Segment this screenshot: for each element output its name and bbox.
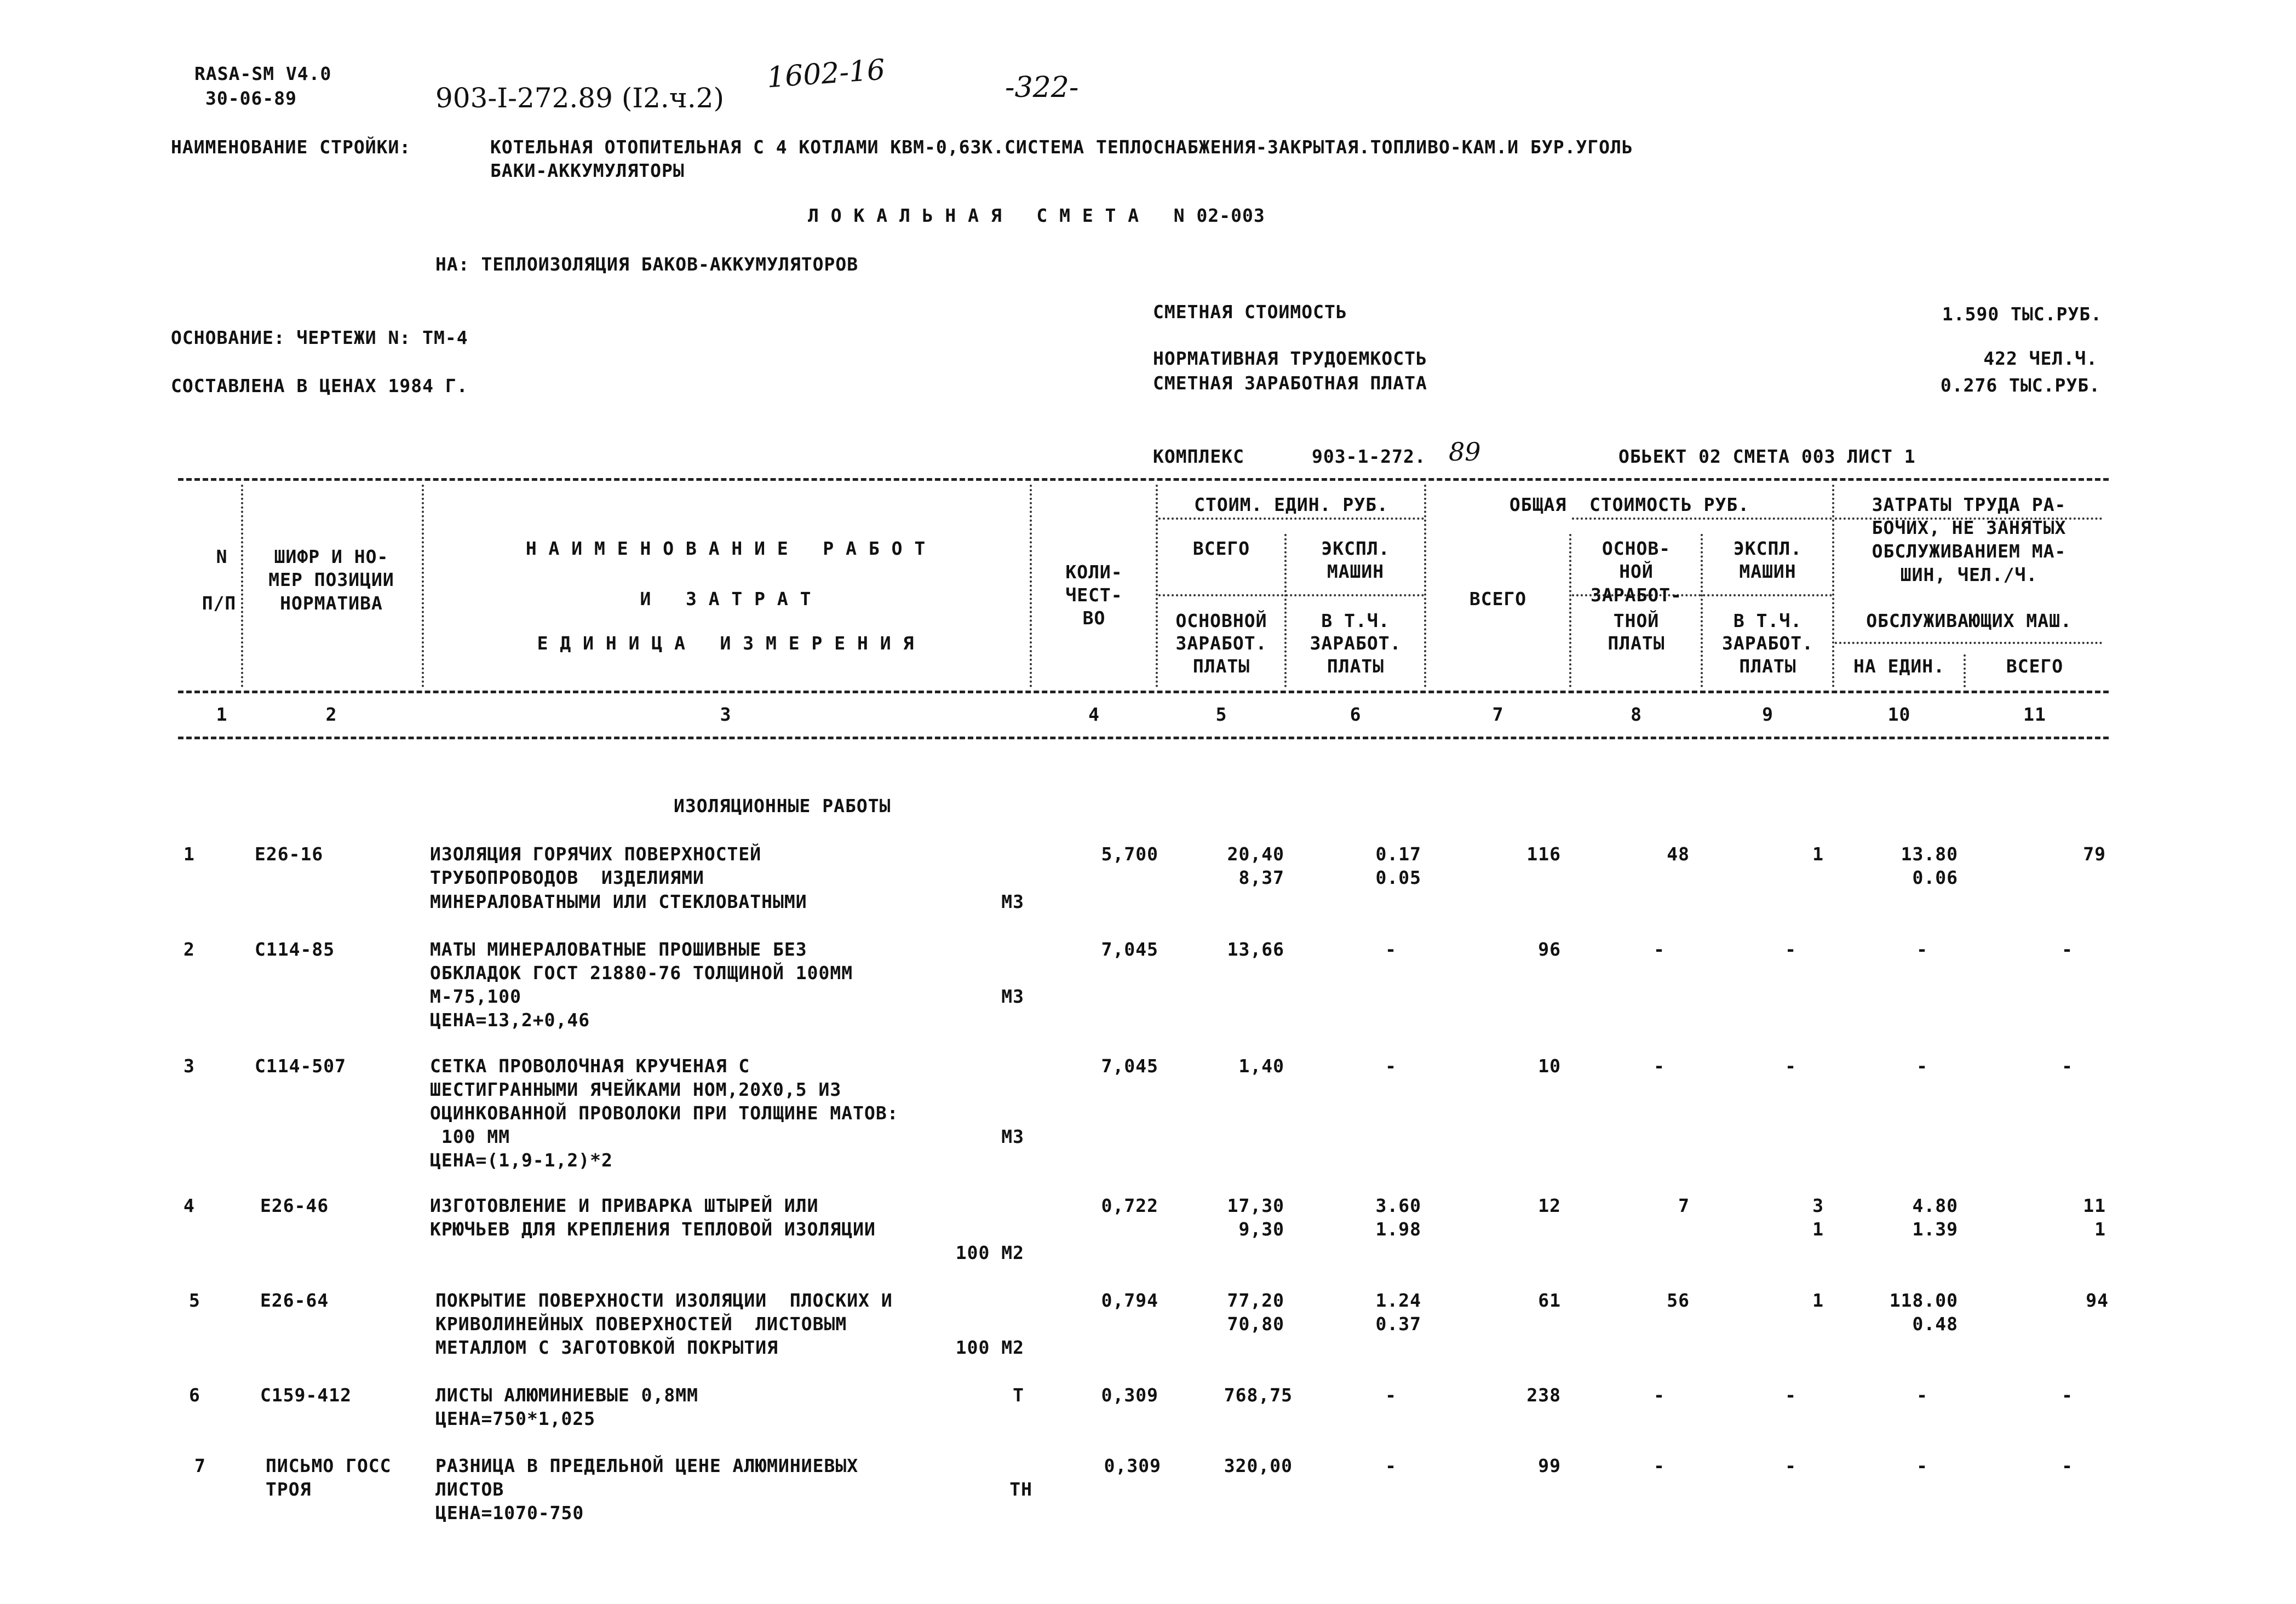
estimate-subject: НА: ТЕПЛОИЗОЛЯЦИЯ БАКОВ-АККУМУЛЯТОРОВ [435, 254, 859, 275]
row-unit: М3 [1001, 986, 1024, 1007]
row-labor-unit: - [1916, 1055, 1928, 1077]
row-machine-cost: - [1385, 1384, 1397, 1406]
row-labor-total: 11 [2083, 1195, 2106, 1216]
row-desc: ЦЕНА=(1,9-1,2)*2 [430, 1149, 613, 1171]
row-labor-unit: 4.80 [1912, 1195, 1958, 1216]
colnum-3: 3 [720, 704, 732, 725]
row-labor-total-mach: 1 [2094, 1218, 2106, 1240]
header-col9-line2: МАШИН [1739, 561, 1796, 582]
header-col3-line2: И З А Т Р А Т [640, 588, 812, 610]
row-desc: КРЮЧЬЕВ ДЛЯ КРЕПЛЕНИЯ ТЕПЛОВОЙ ИЗОЛЯЦИИ [430, 1218, 876, 1240]
page-number: -322- [1005, 71, 1079, 104]
row-total-machine: 1 [1812, 1290, 1824, 1311]
colnum-2: 2 [325, 704, 337, 725]
header-col4-line1: КОЛИ- [1065, 561, 1123, 583]
row-code: ПИСЬМО ГОСС [266, 1455, 392, 1476]
row-qty: 0,794 [1101, 1290, 1158, 1311]
header-labor-line2: БОЧИХ, НЕ ЗАНЯТЫХ [1872, 517, 2067, 538]
row-labor-total: - [2062, 1055, 2073, 1077]
header-col2-line3: НОРМАТИВА [280, 593, 383, 614]
handwritten-ref: 1602-16 [766, 53, 886, 95]
row-total-machine: 1 [1812, 843, 1824, 865]
row-total-machine-wage: 1 [1812, 1218, 1824, 1240]
row-machine-cost: - [1385, 939, 1397, 960]
unit-cost-sub-rule [1158, 594, 1424, 596]
unit-cost-rule [1158, 518, 1424, 520]
object-info: ОБЬЕКТ 02 СМЕТА 003 ЛИСТ 1 [1618, 446, 1916, 467]
header-col8-line4: ТНОЙ [1613, 610, 1660, 631]
row-total: 10 [1538, 1055, 1561, 1077]
construction-label: НАИМЕНОВАНИЕ СТРОЙКИ: [171, 136, 411, 158]
row-unit-wage: 70,80 [1227, 1313, 1284, 1335]
row-labor-unit: 118.00 [1889, 1290, 1958, 1311]
row-unit-wage: 9,30 [1238, 1218, 1284, 1240]
row-desc: МИНЕРАЛОВАТНЫМИ ИЛИ СТЕКЛОВАТНЫМИ [430, 891, 807, 912]
row-machine-wage: 0.05 [1375, 867, 1421, 888]
header-unit-cost: СТОИМ. ЕДИН. РУБ. [1194, 494, 1388, 515]
row-unit: ТН [1009, 1479, 1032, 1500]
row-machine-cost: 0.17 [1375, 843, 1421, 865]
header-col8-line2: НОЙ [1619, 561, 1654, 582]
row-total-machine: - [1785, 1384, 1796, 1406]
row-unit-cost: 768,75 [1224, 1384, 1293, 1406]
row-desc: ЦЕНА=13,2+0,46 [430, 1009, 590, 1031]
row-labor-total: 94 [2086, 1290, 2109, 1311]
row-qty: 0,309 [1104, 1455, 1161, 1476]
row-qty: 0,722 [1101, 1195, 1158, 1216]
total-cost-rule [1572, 518, 1832, 520]
row-desc: МАТЫ МИНЕРАЛОВАТНЫЕ ПРОШИВНЫЕ БЕЗ [430, 939, 807, 960]
row-desc: ЛИСТЫ АЛЮМИНИЕВЫЕ 0,8ММ [435, 1384, 698, 1406]
row-unit-cost: 13,66 [1227, 939, 1284, 960]
labor-intensity-label: НОРМАТИВНАЯ ТРУДОЕМКОСТЬ [1153, 348, 1427, 369]
row-total: 61 [1538, 1290, 1561, 1311]
estimated-cost-label: СМЕТНАЯ СТОИМОСТЬ [1153, 301, 1347, 323]
row-qty: 5,700 [1101, 843, 1158, 865]
row-labor-unit: - [1916, 1384, 1928, 1406]
row-labor-total: 79 [2083, 843, 2106, 865]
colnum-8: 8 [1631, 704, 1642, 725]
row-desc: МЕТАЛЛОМ С ЗАГОТОВКОЙ ПОКРЫТИЯ [435, 1337, 779, 1358]
colnum-7: 7 [1492, 704, 1504, 725]
row-unit: М3 [1001, 891, 1024, 912]
header-col6-line1: ЭКСПЛ. [1321, 538, 1390, 559]
row-code: С159-412 [260, 1384, 352, 1406]
row-total-wage: - [1654, 1455, 1665, 1476]
row-desc: ЦЕНА=1070-750 [435, 1502, 584, 1523]
row-code: С114-507 [255, 1055, 346, 1077]
row-desc: ЦЕНА=750*1,025 [435, 1408, 596, 1429]
row-desc: КРИВОЛИНЕЙНЫХ ПОВЕРХНОСТЕЙ ЛИСТОВЫМ [435, 1313, 847, 1335]
header-total-cost: ОБЩАЯ СТОИМОСТЬ РУБ. [1509, 494, 1750, 515]
row-total-machine: - [1785, 1455, 1796, 1476]
row-total-wage: - [1654, 939, 1665, 960]
row-total-wage: 48 [1667, 843, 1690, 865]
table-header-rule [178, 691, 2109, 693]
row-total: 99 [1538, 1455, 1561, 1476]
row-unit: М3 [1001, 1126, 1024, 1147]
row-desc: СЕТКА ПРОВОЛОЧНАЯ КРУЧЕНАЯ С [430, 1055, 750, 1077]
col-separator [1030, 485, 1032, 687]
row-desc: ШЕСТИГРАННЫМИ ЯЧЕЙКАМИ НОМ,20Х0,5 ИЗ [430, 1079, 842, 1100]
col-separator [1424, 485, 1426, 687]
complex-label: КОМПЛЕКС [1153, 446, 1244, 467]
row-labor-total: - [2062, 1384, 2073, 1406]
row-total-machine: - [1785, 1055, 1796, 1077]
row-unit-cost: 320,00 [1224, 1455, 1293, 1476]
row-machine-cost: 3.60 [1375, 1195, 1421, 1216]
header-labor-line4: ШИН, ЧЕЛ./Ч. [1900, 564, 2038, 585]
col-separator [1701, 534, 1703, 687]
complex-handwritten: 89 [1449, 437, 1481, 467]
header-col3-line3: Е Д И Н И Ц А И З М Е Р Е Н И Я [537, 633, 915, 654]
program-version: RASA-SM V4.0 [194, 63, 332, 84]
header-labor-line3: ОБСЛУЖИВАНИЕМ МА- [1872, 541, 2067, 562]
row-labor-unit: - [1916, 1455, 1928, 1476]
colnum-9: 9 [1762, 704, 1773, 725]
header-col1-pp: П/П [202, 593, 237, 614]
print-date: 30-06-89 [205, 88, 297, 109]
header-col4-line2: ЧЕСТ- [1065, 584, 1123, 606]
header-col5-line4: ПЛАТЫ [1192, 656, 1250, 677]
row-unit-cost: 17,30 [1227, 1195, 1284, 1216]
row-labor-unit: - [1916, 939, 1928, 960]
header-col3-line1: Н А И М Е Н О В А Н И Е Р А Б О Т [525, 538, 926, 559]
row-labor-unit-mach: 0.06 [1912, 867, 1958, 888]
row-machine-wage: 1.98 [1375, 1218, 1421, 1240]
table-numbers-rule [178, 737, 2109, 739]
row-unit-cost: 77,20 [1227, 1290, 1284, 1311]
row-desc: ИЗОЛЯЦИЯ ГОРЯЧИХ ПОВЕРХНОСТЕЙ [430, 843, 762, 865]
row-desc: М-75,100 [430, 986, 521, 1007]
row-unit-cost: 20,40 [1227, 843, 1284, 865]
col-separator [1832, 485, 1834, 687]
row-desc: ПОКРЫТИЕ ПОВЕРХНОСТИ ИЗОЛЯЦИИ ПЛОСКИХ И [435, 1290, 893, 1311]
document-title: Л О К А Л Ь Н А Я С М Е Т А N 02-003 [808, 205, 1265, 226]
row-total: 238 [1526, 1384, 1561, 1406]
colnum-1: 1 [216, 704, 228, 725]
header-col2-line1: ШИФР И НО- [274, 546, 389, 567]
row-qty: 0,309 [1101, 1384, 1158, 1406]
colnum-4: 4 [1088, 704, 1100, 725]
row-unit: Т [1013, 1384, 1024, 1406]
header-labor-line5: ОБСЛУЖИВАЮЩИХ МАШ. [1866, 610, 2072, 631]
col-separator [241, 485, 243, 687]
row-code: Е26-46 [260, 1195, 329, 1216]
row-unit: 100 М2 [955, 1337, 1024, 1358]
row-labor-total: - [2062, 939, 2073, 960]
row-code-cont: ТРОЯ [266, 1479, 312, 1500]
row-total: 116 [1526, 843, 1561, 865]
header-col7: ВСЕГО [1469, 588, 1527, 610]
header-col4-line3: ВО [1082, 607, 1106, 629]
header-col6-line2: МАШИН [1327, 561, 1385, 582]
header-labor-line1: ЗАТРАТЫ ТРУДА РА- [1872, 494, 2067, 515]
row-labor-total: - [2062, 1455, 2073, 1476]
header-col9-line3: В Т.Ч. [1733, 610, 1803, 631]
row-code: Е26-16 [255, 843, 324, 865]
header-col5-line3: ЗАРАБОТ. [1175, 633, 1267, 654]
labor-intensity-value: 422 ЧЕЛ.Ч. [1983, 348, 2098, 369]
row-qty: 7,045 [1101, 1055, 1158, 1077]
row-unit-wage: 8,37 [1238, 867, 1284, 888]
header-col5-line1: ВСЕГО [1192, 538, 1250, 559]
header-col9-line5: ПЛАТЫ [1739, 656, 1796, 677]
colnum-5: 5 [1215, 704, 1227, 725]
complex-code: 903-1-272. [1312, 446, 1426, 467]
col-separator [1964, 654, 1966, 687]
header-col8-line3: ЗАРАБОТ- [1591, 584, 1682, 606]
labor-sub-rule [1835, 642, 2102, 644]
row-number: 6 [189, 1384, 200, 1406]
row-total-wage: 7 [1678, 1195, 1690, 1216]
header-col6-line4: ЗАРАБОТ. [1310, 633, 1402, 654]
row-unit-cost: 1,40 [1238, 1055, 1284, 1077]
row-total: 12 [1538, 1195, 1561, 1216]
wage-fund-value: 0.276 ТЫС.РУБ. [1940, 375, 2100, 396]
row-desc: ЛИСТОВ [435, 1479, 504, 1500]
header-col8-line1: ОСНОВ- [1602, 538, 1671, 559]
row-desc: 100 ММ [430, 1126, 510, 1147]
header-col5-line2: ОСНОВНОЙ [1175, 610, 1267, 631]
row-labor-unit-mach: 0.48 [1912, 1313, 1958, 1335]
row-number: 5 [189, 1290, 200, 1311]
row-number: 7 [194, 1455, 206, 1476]
colnum-6: 6 [1350, 704, 1362, 725]
estimated-cost-value: 1.590 ТЫС.РУБ. [1942, 303, 2102, 325]
row-machine-cost: - [1385, 1455, 1397, 1476]
row-machine-cost: - [1385, 1055, 1397, 1077]
row-total-machine: - [1785, 939, 1796, 960]
row-code: С114-85 [255, 939, 335, 960]
row-labor-unit: 13.80 [1901, 843, 1958, 865]
project-code: 903-I-272.89 (I2.ч.2) [435, 82, 725, 114]
row-total-machine: 3 [1812, 1195, 1824, 1216]
row-labor-unit-mach: 1.39 [1912, 1218, 1958, 1240]
construction-line-2: БАКИ-АККУМУЛЯТОРЫ [490, 160, 685, 181]
header-col6-line3: В Т.Ч. [1321, 610, 1390, 631]
row-desc: ИЗГОТОВЛЕНИЕ И ПРИВАРКА ШТЫРЕЙ ИЛИ [430, 1195, 819, 1216]
header-col2-line2: МЕР ПОЗИЦИИ [268, 569, 394, 590]
col-separator [1569, 534, 1571, 687]
wage-fund-label: СМЕТНАЯ ЗАРАБОТНАЯ ПЛАТА [1153, 372, 1427, 394]
row-number: 2 [183, 939, 195, 960]
col-separator [422, 485, 424, 687]
construction-line-1: КОТЕЛЬНАЯ ОТОПИТЕЛЬНАЯ С 4 КОТЛАМИ КВМ-0,63К.СИСТЕМА ТЕПЛОСНАБЖЕНИЯ-ЗАКРЫТАЯ.ТОПЛИВО-КАМ.И БУР.УГОЛЬ [490, 136, 1633, 158]
row-number: 4 [183, 1195, 195, 1216]
section-title: ИЗОЛЯЦИОННЫЕ РАБОТЫ [674, 795, 891, 817]
row-machine-wage: 0.37 [1375, 1313, 1421, 1335]
colnum-10: 10 [1887, 704, 1911, 725]
row-desc: ОЦИНКОВАННОЙ ПРОВОЛОКИ ПРИ ТОЛЩИНЕ МАТОВ: [430, 1102, 899, 1124]
header-col9-line4: ЗАРАБОТ. [1722, 633, 1813, 654]
header-col1-n: N [216, 546, 228, 567]
row-total: 96 [1538, 939, 1561, 960]
basis: ОСНОВАНИЕ: ЧЕРТЕЖИ N: ТМ-4 [171, 327, 468, 348]
header-col10: НА ЕДИН. [1853, 656, 1945, 677]
row-desc: РАЗНИЦА В ПРЕДЕЛЬНОЙ ЦЕНЕ АЛЮМИНИЕВЫХ [435, 1455, 859, 1476]
row-total-wage: - [1654, 1055, 1665, 1077]
row-qty: 7,045 [1101, 939, 1158, 960]
row-unit: 100 М2 [955, 1242, 1024, 1263]
row-total-wage: 56 [1667, 1290, 1690, 1311]
prices-basis: СОСТАВЛЕНА В ЦЕНАХ 1984 Г. [171, 375, 468, 396]
row-total-wage: - [1654, 1384, 1665, 1406]
header-col9-line1: ЭКСПЛ. [1733, 538, 1803, 559]
colnum-11: 11 [2023, 704, 2046, 725]
col-separator [1284, 534, 1287, 687]
row-desc: ТРУБОПРОВОДОВ ИЗДЕЛИЯМИ [430, 867, 704, 888]
row-number: 3 [183, 1055, 195, 1077]
row-machine-cost: 1.24 [1375, 1290, 1421, 1311]
col-separator [1156, 485, 1158, 687]
header-col6-line5: ПЛАТЫ [1327, 656, 1385, 677]
table-top-rule [178, 478, 2109, 481]
header-col8-line5: ПЛАТЫ [1608, 633, 1665, 654]
row-number: 1 [183, 843, 195, 865]
row-code: Е26-64 [260, 1290, 329, 1311]
header-col11: ВСЕГО [2006, 656, 2064, 677]
row-desc: ОБКЛАДОК ГОСТ 21880-76 ТОЛЩИНОЙ 100ММ [430, 962, 853, 984]
